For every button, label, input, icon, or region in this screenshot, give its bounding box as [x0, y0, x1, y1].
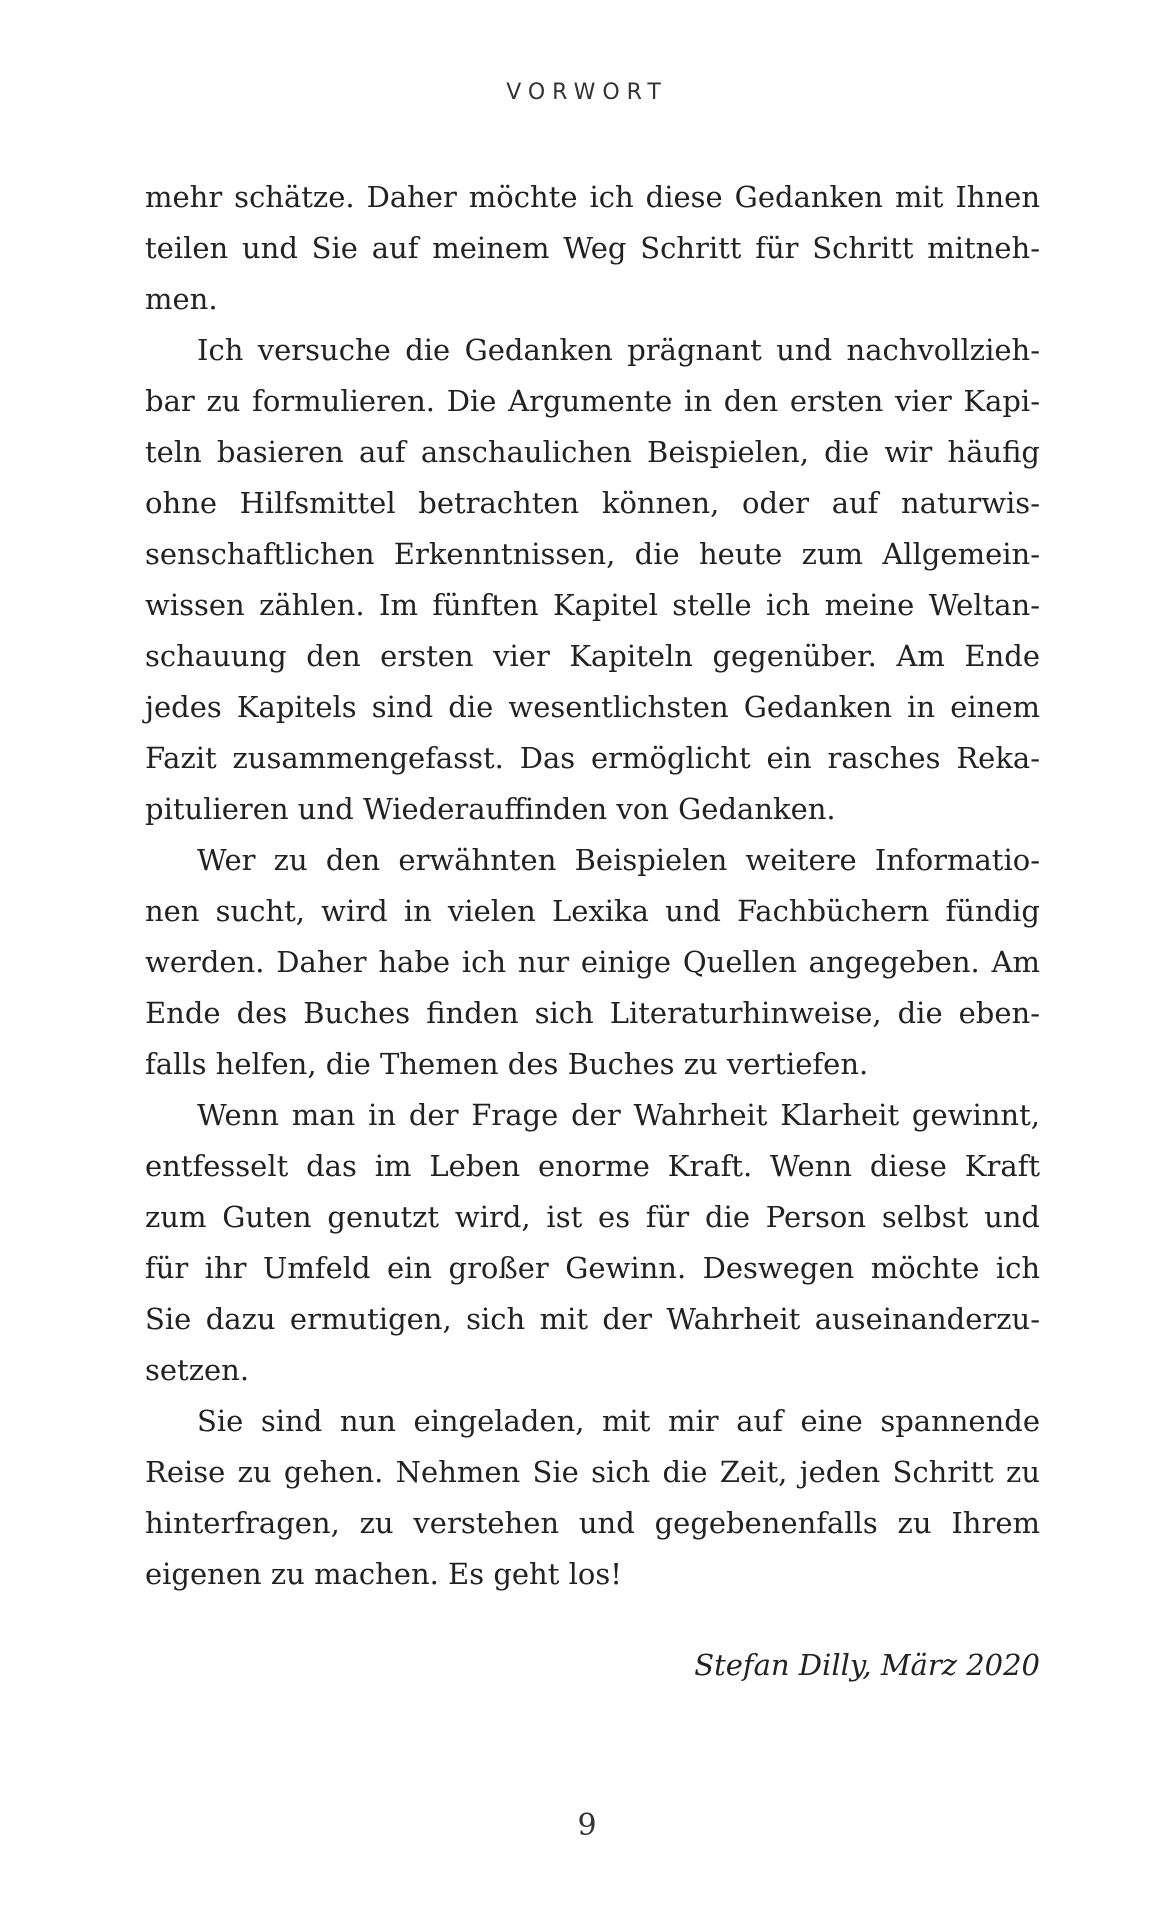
text-line: pitulieren und Wiederauffinden von Gedanken.: [145, 792, 836, 826]
text-line: falls helfen, die Themen des Buches zu vertiefen.: [145, 1047, 869, 1081]
text-line: ohne Hilfsmittel betrachten können, oder auf naturwis-: [145, 486, 1040, 520]
text-line: entfesselt das im Leben enorme Kraft. Wenn diese Kraft: [145, 1149, 1040, 1183]
text-line: Wenn man in der Frage der Wahrheit Klarheit gewinnt,: [197, 1098, 1040, 1132]
text-line: schauung den ersten vier Kapiteln gegenüber. Am Ende: [145, 639, 1040, 673]
text-line: Sie sind nun eingeladen, mit mir auf eine spannende: [197, 1404, 1040, 1438]
text-line: Wer zu den erwähnten Beispielen weitere Informatio-: [197, 843, 1040, 877]
text-line: nen sucht, wird in vielen Lexika und Fachbüchern fündig: [145, 894, 1040, 928]
text-line: für ihr Umfeld ein großer Gewinn. Deswegen möchte ich: [145, 1251, 1040, 1285]
author-signature: Stefan Dilly, März 2020: [694, 1648, 1040, 1682]
text-line: senschaftlichen Erkenntnissen, die heute zum Allgemein-: [145, 537, 1040, 571]
running-head: VORWORT: [506, 80, 668, 105]
text-line: Ich versuche die Gedanken prägnant und nachvollzieh-: [197, 333, 1040, 367]
text-line: eigenen zu machen. Es geht los!: [145, 1557, 622, 1591]
text-line: men.: [145, 282, 218, 316]
text-line: Reise zu gehen. Nehmen Sie sich die Zeit, jeden Schritt zu: [145, 1455, 1040, 1489]
text-line: werden. Daher habe ich nur einige Quellen angegeben. Am: [145, 945, 1040, 979]
text-line: mehr schätze. Daher möchte ich diese Gedanken mit Ihnen: [145, 180, 1040, 214]
text-line: setzen.: [145, 1353, 250, 1387]
text-line: Sie dazu ermutigen, sich mit der Wahrheit auseinanderzu-: [145, 1302, 1040, 1336]
text-line: teilen und Sie auf meinem Weg Schritt für Schritt mitneh-: [145, 231, 1040, 265]
text-line: wissen zählen. Im fünften Kapitel stelle ich meine Weltan-: [145, 588, 1040, 622]
text-line: hinterfragen, zu verstehen und gegebenenfalls zu Ihrem: [145, 1506, 1040, 1540]
text-line: zum Guten genutzt wird, ist es für die Person selbst und: [145, 1200, 1040, 1234]
text-line: teln basieren auf anschaulichen Beispielen, die wir häufig: [145, 435, 1040, 469]
page-number: 9: [577, 1808, 597, 1843]
text-line: jedes Kapitels sind die wesentlichsten Gedanken in einem: [145, 690, 1040, 724]
text-line: Ende des Buches finden sich Literaturhinweise, die eben-: [145, 996, 1040, 1030]
text-line: Fazit zusammengefasst. Das ermöglicht ein rasches Reka-: [145, 741, 1040, 775]
text-line: bar zu formulieren. Die Argumente in den ersten vier Kapi-: [145, 384, 1040, 418]
body-text: [145, 172, 1040, 1600]
